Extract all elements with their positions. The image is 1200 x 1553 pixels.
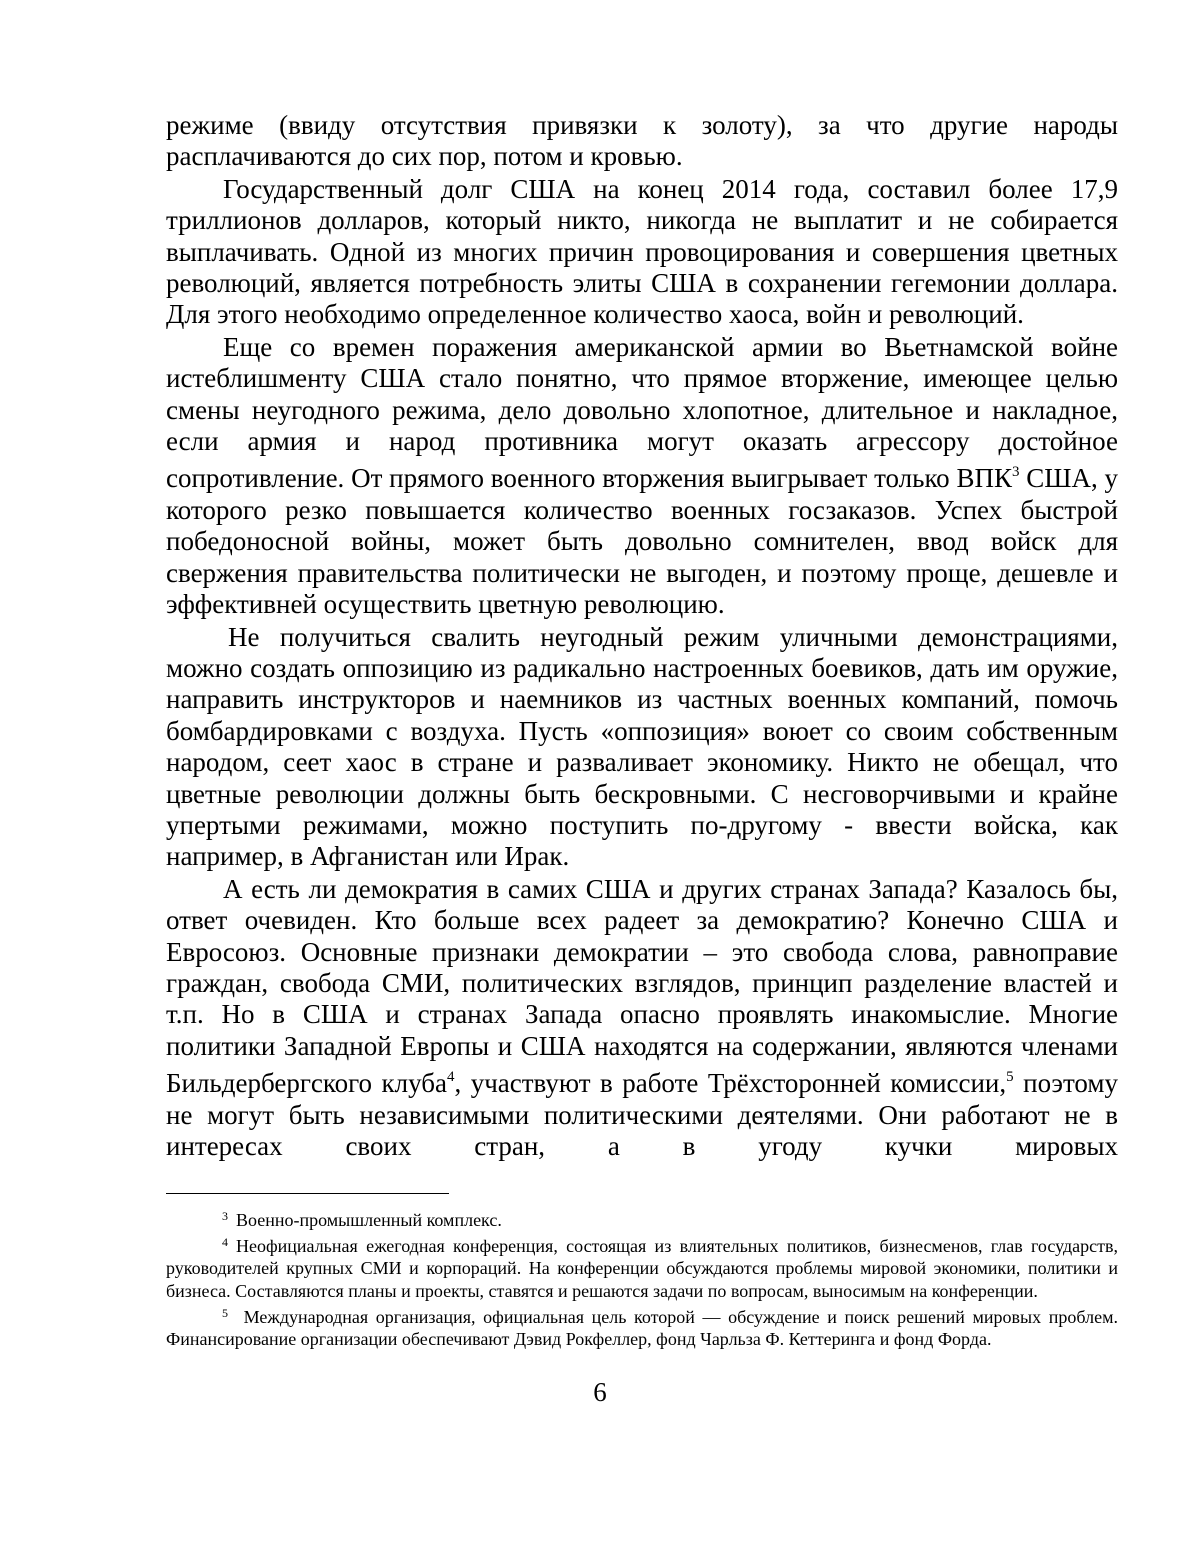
paragraph-vietnam-war (166, 332, 1118, 621)
paragraph-text: США, у которого резко повышается количество военных госзаказов. Успех быстрой победоносной войны, может быть довольно сомнителен, ввод войск для свержения правительства политически не выгоден, и поэтому проще, дешевле и эффективней осуществить цветную революцию. (166, 463, 1118, 620)
footnote-5 (166, 1302, 1118, 1350)
footnote-3 (166, 1205, 1118, 1231)
body-text (166, 110, 1118, 1162)
paragraph-opposition: Не получиться свалить неугодный режим уличными демонстрациями, можно создать оппозицию из радикально настроенных боевиков, дать им оружие, направить инструкторов и наемников из частных военных компаний, помочь бомбардировками с воздуха. Пусть «оппозиция» воюет со своим собственным народом, сеет хаос в стране и разваливает экономику. Никто не обещал, что цветные революции должны быть бескровными. С несговорчивыми и крайне упертыми режимами, можно поступить по-другому - ввести войска, как например, в Афганистан или Ирак. (166, 621, 1118, 872)
paragraph-continuation: режиме (ввиду отсутствия привязки к золоту), за что другие народы расплачиваются до сих пор, потом и кровью. (166, 110, 1118, 172)
footnote-text: Международная организация, официальная цель которой — обсуждение и поиск решений мировых проблем. Финансирование организации обеспечивают Дэвид Рокфеллер, фонд Чарльза Ф. Кеттеринга и фонд Форда. (166, 1306, 1118, 1350)
paragraph-text: Еще со времен поражения американской армии во Вьетнамской войне истеблишменту США стало понятно, что прямое вторжение, имеющее целью смены неугодного режима, дело довольно хлопотное, длительное и накладное, если армия и народ противника могут оказать агрессору достойное сопротивление. От прямого военного вторжения выигрывает только ВПК (166, 331, 1118, 494)
paragraph-democracy (166, 874, 1118, 1163)
paragraph-text: , участвуют в работе Трёхсторонней комиссии, (454, 1068, 1007, 1099)
page-number: 6 (593, 1377, 607, 1407)
footnote-ref-3[interactable]: 3 (1011, 464, 1020, 481)
footnote-text: Военно-промышленный комплекс. (236, 1210, 502, 1230)
paragraph-text: А есть ли демократия в самих США и других странах Запада? Казалось бы, ответ очевиден. Кто больше всех радеет за демократию? Конечно США и Евросоюз. Основные признаки демократии – это свобода слова, равноправие граждан, свобода СМИ, политических взглядов, принцип разделение властей и т.п. Но в США и странах Запада опасно проявлять инакомыслие. Многие политики Западной Европы и США находятся на содержании, являются членами Бильдербергского клуба (166, 873, 1118, 1099)
paragraph-text: поэтому не могут быть независимыми политическими деятелями. Они работают не в интересах своих стран, а в угоду кучки мировых (166, 1068, 1119, 1161)
footnote-mark: 4 (222, 1235, 228, 1250)
footnote-ref-4[interactable]: 4 (446, 1069, 455, 1086)
footnote-separator (166, 1193, 449, 1194)
footnote-ref-5[interactable]: 5 (1006, 1069, 1014, 1086)
footnotes (166, 1205, 1118, 1350)
footnote-text: Неофициальная ежегодная конференция, состоящая из влиятельных политиков, бизнесменов, глав государств, руководителей крупных СМИ и корпораций. На конференции обсуждаются проблемы мировой экономики, политики и бизнеса. Составляются планы и проекты, ставятся и решаются задачи по вопросам, выносимым на конференции. (166, 1236, 1118, 1301)
paragraph-national-debt: Государственный долг США на конец 2014 года, составил более 17,9 триллионов долларов, который никто, никогда не выплатит и не собирается выплачивать. Одной из многих причин провоцирования и совершения цветных революций, является потребность элиты США в сохранении гегемонии доллара. Для этого необходимо определенное количество хаоса, войн и революций. (166, 173, 1118, 330)
footnote-mark: 5 (222, 1305, 228, 1320)
footnote-mark: 3 (222, 1209, 228, 1223)
footnote-4 (166, 1231, 1118, 1302)
